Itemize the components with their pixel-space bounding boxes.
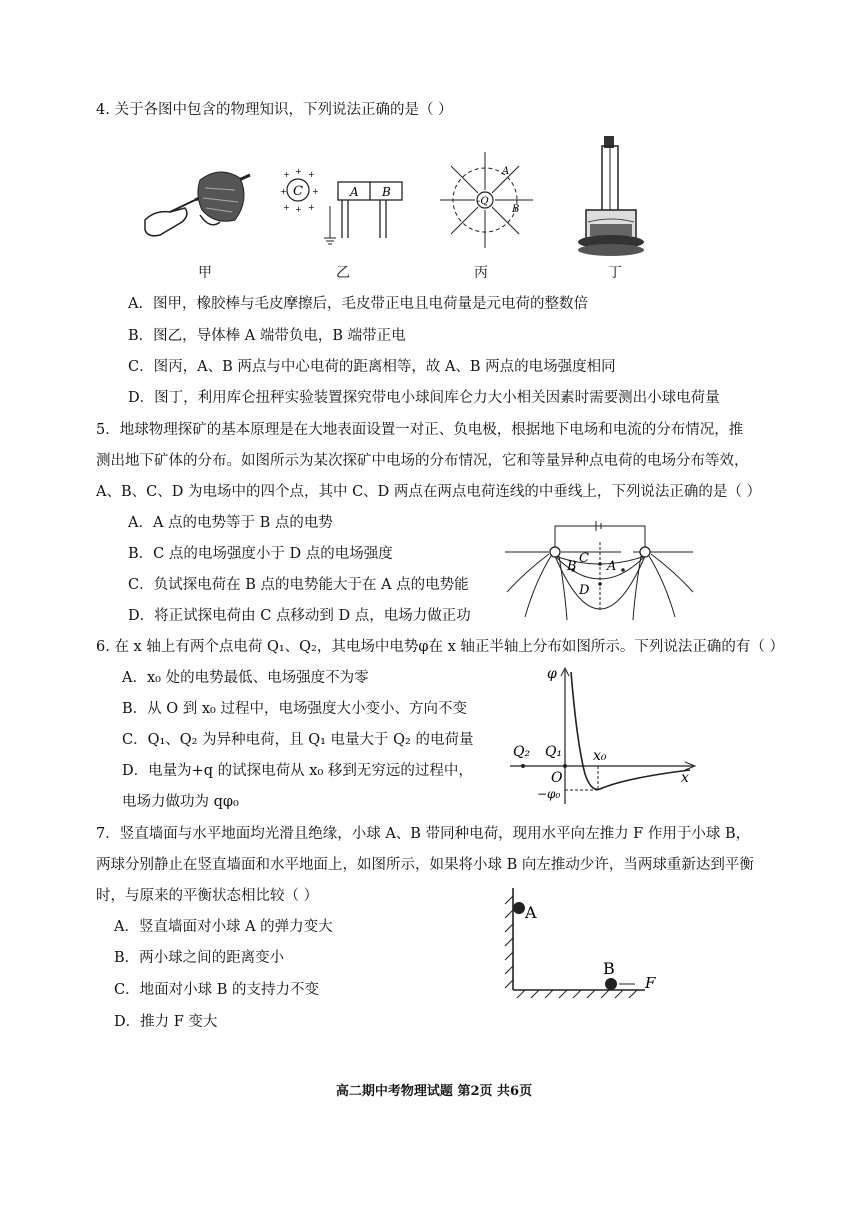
label-x0: x₀ <box>593 748 607 764</box>
label-c: C <box>293 184 303 199</box>
label-phi: φ <box>547 666 557 682</box>
q5-option-d: D．将正试探电荷由 C 点移动到 D 点，电场力做正功 <box>128 608 471 624</box>
q7-stem-3: 时，与原来的平衡状态相比较（ ） <box>96 888 319 904</box>
label-a: A <box>607 559 617 574</box>
q5-option-c: C．负试探电荷在 B 点的电势能大于在 A 点的电势能 <box>128 577 469 593</box>
figure-q6-graph <box>505 664 705 814</box>
svg-text:+: + <box>308 203 315 212</box>
q6-option-d-cont: 电场力做功为 qφ₀ <box>122 794 239 810</box>
svg-text:+: + <box>308 170 315 179</box>
figure-bing <box>440 150 540 250</box>
caption-ding: 丁 <box>608 265 622 281</box>
figure-ding <box>576 132 646 257</box>
q7-option-a: A．竖直墙面对小球 A 的弹力变大 <box>114 919 333 935</box>
caption-bing: 丙 <box>474 265 488 281</box>
q4-option-b: B．图乙，导体棒 A 端带负电，B 端带正电 <box>128 328 406 344</box>
label-q2: Q₂ <box>513 744 531 760</box>
label-fb: B <box>512 204 520 215</box>
label-ball-a: A <box>525 903 537 922</box>
q7-stem-1: 7．竖直墙面与水平地面均光滑且绝缘，小球 A、B 带同种电荷，现用水平向左推力 F 作用于小球 B， <box>96 826 751 842</box>
label-force-f: F <box>645 974 656 992</box>
label-fa: A <box>502 166 510 177</box>
figure-jia <box>140 160 260 245</box>
caption-jia: 甲 <box>198 265 212 281</box>
svg-text:+: + <box>280 187 287 196</box>
q5-option-b: B．C 点的电场强度小于 D 点的电场强度 <box>128 546 393 562</box>
q6-option-b: B．从 O 到 x₀ 过程中，电场强度大小变小、方向不变 <box>122 701 467 717</box>
q5-stem-3: A、B、C、D 为电场中的四个点，其中 C、D 两点在两点电荷连线的中垂线上，下列说法正确的是（ ） <box>96 484 761 500</box>
label-c: C <box>579 551 589 566</box>
q6-option-a: A．x₀ 处的电势最低、电场强度不为零 <box>122 670 369 686</box>
q7-option-c: C．地面对小球 B 的支持力不变 <box>114 982 319 998</box>
q5-stem-2: 测出地下矿体的分布。如图所示为某次探矿中电场的分布情况，它和等量异种点电荷的电场分布等效， <box>96 453 749 469</box>
label-q1: Q₁ <box>545 744 563 760</box>
label-negphi0: −φ₀ <box>537 787 561 801</box>
q6-stem: 6. 在 x 轴上有两个点电荷 Q₁、Q₂，其电场中电势φ在 x 轴正半轴上分布如图所示。下列说法正确的有（ ） <box>96 639 785 655</box>
svg-text:+: + <box>283 170 290 179</box>
q5-stem-1: 5．地球物理探矿的基本原理是在大地表面设置一对正、负电极，根据地下电场和电流的分布情况，推 <box>96 422 744 438</box>
svg-text:+: + <box>295 168 302 176</box>
q7-option-b: B．两小球之间的距离变小 <box>114 950 285 966</box>
label-b: B <box>567 559 577 574</box>
q4-option-c: C．图丙，A、B 两点与中心电荷的距离相等，故 A、B 两点的电场强度相同 <box>128 359 616 375</box>
svg-text:+: + <box>312 187 319 196</box>
label-ball-b: B <box>603 959 615 978</box>
label-negq: -Q <box>477 196 489 207</box>
label-o: O <box>551 770 563 786</box>
q4-option-a: A．图甲，橡胶棒与毛皮摩擦后，毛皮带正电且电荷量是元电荷的整数倍 <box>128 296 588 312</box>
q6-option-d: D．电量为+q 的试探电荷从 x₀ 移到无穷远的过程中， <box>122 763 473 779</box>
page-footer: 高二期中考物理试题 第2页 共6页 <box>335 1084 533 1099</box>
q7-option-d: D．推力 F 变大 <box>114 1014 218 1030</box>
label-b: B <box>382 185 391 199</box>
q7-stem-2: 两球分别静止在竖直墙面和水平地面上，如图所示，如果将小球 B 向左推动少许，当两球重新达到平衡 <box>96 857 754 873</box>
label-x: x <box>681 770 689 786</box>
svg-text:+: + <box>295 205 302 214</box>
q6-option-c: C．Q₁、Q₂ 为异种电荷，且 Q₁ 电量大于 Q₂ 的电荷量 <box>122 732 474 748</box>
figure-q7-wall <box>495 880 675 1000</box>
caption-yi: 乙 <box>336 265 350 281</box>
figure-q5-field <box>505 512 695 622</box>
label-d: D <box>579 583 590 598</box>
q4-option-d: D．图丁，利用库仑扭秤实验装置探究带电小球间库仑力大小相关因素时需要测出小球电荷量 <box>128 390 720 406</box>
label-a: A <box>350 185 359 199</box>
q5-option-a: A．A 点的电势等于 B 点的电势 <box>128 515 333 531</box>
figure-yi <box>280 168 420 246</box>
svg-text:+: + <box>283 203 290 212</box>
q4-stem: 4. 关于各图中包含的物理知识，下列说法正确的是（ ） <box>96 102 453 118</box>
